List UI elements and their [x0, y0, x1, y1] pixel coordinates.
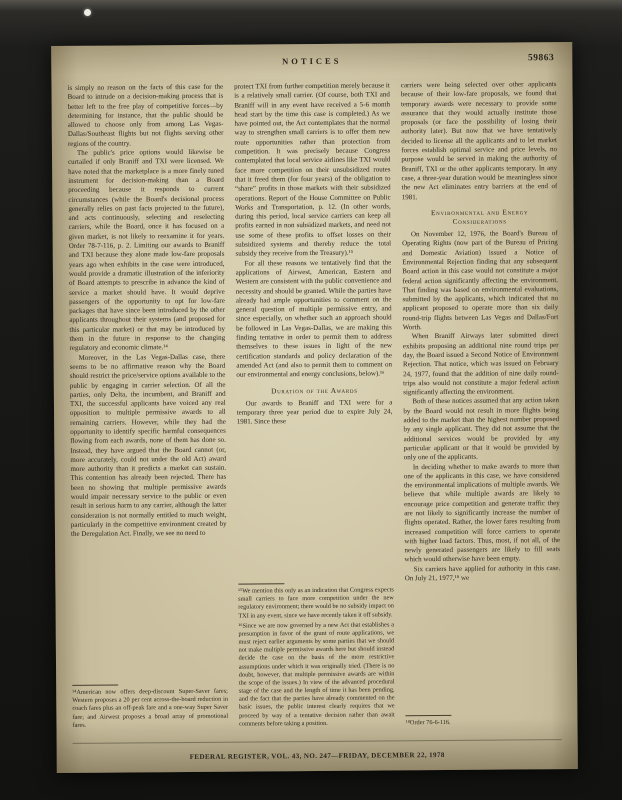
- paragraph: Both of these notices assumed that any action taken by the Board would not result in more flights being added to the market than the highest number proposed by any single applicant. They did not assume that the additional services would be provided by any particular applicant or that it would be provided by only one of the applicants.: [403, 396, 560, 462]
- footnote: ¹⁴American now offers deep-discount Super-Saver fares; Western proposes a 20 per cent across-the-board reduction in coach fares plus an off-peak fare and a one-way Super Saver fare; and Airwest proposes a broad array of promotional fares.: [72, 687, 229, 729]
- column-right: [401, 80, 562, 729]
- paragraph: Moreover, in the Las Vegas-Dallas case, there seems to be no affirmative reason why the Board should restrict the price/service options available to the public by engaging in carrier selection. Of all the parties, only Delta, the incumbent, and Braniff and TXI, the successful applicants have voiced any real opposition to multiple permissive awards to all remaining carriers. However, while they had the opportunity to identify specific harmful consequences flowing from each awards, none of them has done so. Instead, they have argued that the Board cannot (or, more accurately, could not under the old Act) award more authority than it predicts a market can sustain. This contention has already been rejected. There has been no showing that multiple permissive awards would impair necessary service to the public or even result in serious harm to any carrier, although the latter consideration is not normally entitled to much weight, particularly in the competitive environment created by the Deregulation Act. Finally, we see no need to: [69, 352, 227, 539]
- footnote-separator: [238, 583, 284, 584]
- footnote-separator: [72, 685, 118, 686]
- text-columns: [67, 80, 561, 732]
- footnote: ¹⁶Since we are now governed by a new Act that establishes a presumption in favor of the grant of route applications, we must reject earlier arguments by some parties that we should not make multiple permissive awards here but should instead decide the case on the basis of the more restrictive assumptions under which it was originally tried. (There is no doubt, however, that multiple permissive awards are within the scope of the issues.) In view of the advanced procedural stage of the case and the length of time it has been pending, and the fact that the parties have already commented on the basic issues, the public interest clearly requires that we proceed by way of a tentative decision rather than await comments before taking a position.: [238, 621, 395, 728]
- section-heading: Environmental and Energy Considerations: [430, 207, 529, 226]
- footer-rule: [73, 739, 562, 744]
- footer-text: FEDERAL REGISTER, VOL. 43, NO. 247—FRIDAY, DECEMBER 22, 1978: [189, 750, 445, 761]
- paragraph: protect TXI from further competition merely because it is a relatively small carrier. (Of course, both TXI and Braniff will in any event have received a 5-6 month head start by the time this case is completed.) As we have pointed out, the Act contemplates that the normal way to strengthen small carriers is to offer them new route opportunities rather than protection from competition. It was precisely because Congress contemplated that local service airlines like TXI would face more competition on their unsubsidized routes that it freed them (for four years) of the obligation to “share” profits in those markets with their subsidized operations. Report of the House Committee on Public Works and Transportation, p. 12. (In other words, during this period, local service carriers can keep all profits earned in non subsidized markets, and need not use some of these profits to offset losses on their subsidized systems and thereby reduce the total subsidy they receive from the Treasury).¹⁵: [234, 81, 392, 258]
- paragraph: On November 12, 1976, the Board's Bureau of Operating Rights (now part of the Bureau of Pricing and Domestic Aviation) issued a Notice of Environmental Rejection finding that any subsequent Board action in this case would not constitute a major federal action significantly affecting the environment. That finding was based on environmental evaluations, submitted by the applicants, which indicated that no applicant proposed to operate more than six daily round-trip flights between Las Vegas and Dallas/Fort Worth.: [402, 229, 559, 332]
- column-center: [234, 81, 395, 730]
- paragraph: When Braniff Airways later submitted direct exhibits proposing an additional nine round trips per day, the Board issued a Second Notice of Environment Rejection. That notice, which was issued on February 24, 1977, found that the addition of nine daily round-trips also would not constitute a major federal action significantly affecting the environment.: [402, 331, 559, 397]
- column-left: [67, 83, 228, 732]
- page-footer: [73, 739, 562, 765]
- page-header: [67, 54, 556, 76]
- paragraph: In deciding whether to make awards to more than one of the applicants in this case, we have considered the environmental implications of multiple awards. We believe that while multiple awards are likely to encourage price competition and generate traffic they are not likely to significantly increase the number of flights operated. Rather, the lower fares resulting from increased competition will force carriers to operate with higher load factors. Thus, most, if not all, of the newly generated passengers are likely to fill seats which would otherwise have been empty.: [403, 461, 561, 564]
- page-number: 59863: [527, 53, 555, 64]
- paragraph: is simply no reason on the facts of this case for the Board to intrude on a decision-making process that is better left to the free play of competitive forces—by determining for instance, that the public should be allowed to choose only from among Las Vegas-Dallas/Southeast flights but not flights serving other regions of the country.: [67, 82, 224, 148]
- footnote-separator: [406, 715, 452, 716]
- page-title: NOTICES: [282, 55, 342, 67]
- paragraph: The public's price options would likewise be curtailed if only Braniff and TXI were licensed. We have noted that the marketplace is a more finely tuned instrument for decision-making than a Board proceeding because it responds to current circumstances (while the Board's decisional process generally relies on past facts projected to the future), and acts continuously, selecting and reselecting carriers, while the Board, once it has focused on a given market, is not likely to reexamine it for years. Order 78-7-116, p. 2. Limiting our awards to Braniff and TXI because they alone made low-fare proposals years ago when exhibits in the case were introduced, would provide a dramatic illustration of the inferiority of Board attempts to prescribe in advance the kind of service a market should have. It would deprive passengers of the opportunity to opt for low-fare packages that have since been introduced by the other applicants throughout their systems (and proposed for this particular market) or that may be introduced by them in the future in response to the changing regulatory and economic climate.¹⁴: [68, 147, 226, 353]
- footnote: ¹⁵We mention this only as an indication that Congress expects small carriers to face more competition under the new regulatory environment; there would be no subsidy impact on TXI in any event, since we have recently taken it off subsidy.: [238, 586, 394, 620]
- paragraph: Our awards to Braniff and TXI were for a temporary three year period due to expire July 24, 1981. Since these: [236, 397, 393, 426]
- punch-hole: [84, 9, 91, 16]
- document-page: [51, 42, 578, 773]
- footnote: ¹⁸Order 76-6-116.: [405, 718, 451, 727]
- section-heading: Duration of the Awards: [271, 385, 358, 395]
- paragraph: For all these reasons we tentatively find that the applications of Airwest, American, Eastern and Western are consistent with the public convenience and necessity and should be granted. While the parties have already had ample opportunities to comment on the general question of multiple permissive entry, and since especially, on whether such an approach should be followed in Las Vegas-Dallas, we are making this finding tentative in order to permit them to address themselves to these issues in light of the new certification standards and policy declaration of the amended Act (and also to permit them to comment on our environmental and energy conclusions, below).¹⁶: [235, 258, 393, 379]
- paragraph: Six carriers have applied for authority in this case. On July 21, 1977,¹⁸ we: [404, 563, 561, 583]
- paragraph: carriers were being selected over other applicants because of their low-fare proposals, we found that temporary awards were necessary to provide some assurance that they would actually institute those proposals (or face the possibility of losing their authority later). But now that we have tentatively decided to license all the applicants and to let market forces establish optimal service and price levels, no purpose would be served in making the authority of Braniff, TXI or the other applicants temporary. In any case, a three-year duration would be meaningless since the new Act eliminates entry barriers at the end of 1981.: [400, 80, 558, 201]
